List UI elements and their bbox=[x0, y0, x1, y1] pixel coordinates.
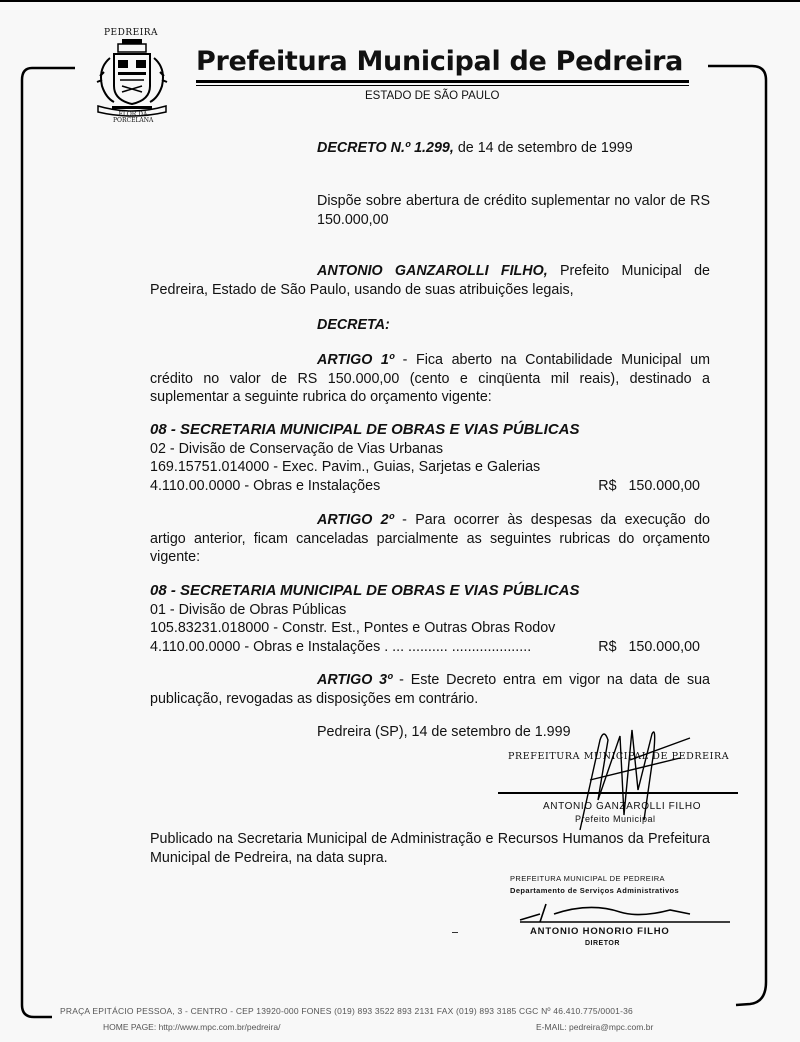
article-3-label: ARTIGO 3º bbox=[317, 672, 393, 688]
scan-mark bbox=[452, 932, 458, 933]
element-amount: R$ 150.000,00 bbox=[598, 477, 700, 494]
element-row bbox=[150, 477, 702, 496]
publication-note: Publicado na Secretaria Municipal de Administração e Recursos Humanos da Prefeitura Municipal de Pedreira, na data supra. bbox=[150, 831, 710, 866]
frame-left bbox=[22, 68, 75, 1017]
publication-stamp bbox=[510, 873, 679, 897]
secretaria-title: 08 - SECRETARIA MUNICIPAL DE OBRAS E VIAS PÚBLICAS bbox=[150, 582, 580, 599]
program-line: 169.15751.014000 - Exec. Pavim., Guias, Sarjetas e Galerias bbox=[150, 459, 541, 475]
article-2 bbox=[150, 511, 710, 567]
element-line: 4.110.00.0000 - Obras e Instalações bbox=[150, 477, 381, 494]
mayor-signature-scribble bbox=[560, 720, 700, 840]
place-date: Pedreira (SP), 14 de setembro de 1.999 bbox=[317, 724, 571, 740]
frame-right bbox=[708, 66, 766, 1005]
division-line: 02 - Divisão de Conservação de Vias Urbanas bbox=[150, 440, 443, 457]
stamp-line-2: Departamento de Serviços Administrativos bbox=[510, 886, 680, 895]
program-line: 105.83231.018000 - Constr. Est., Pontes e Outras Obras Rodov bbox=[150, 620, 556, 636]
division-line: 01 - Divisão de Obras Públicas bbox=[150, 601, 347, 618]
footer-email[interactable]: E-MAIL: pedreira@mpc.com.br bbox=[536, 1022, 654, 1032]
article-2-text: - Para ocorrer às despesas da execução do artigo anterior, ficam canceladas parcialmente as seguintes rubricas do orçamento vigente: bbox=[150, 512, 710, 565]
stamp-line-1: PREFEITURA MUNICIPAL DE PEDREIRA bbox=[510, 874, 665, 883]
crest-top-text: PEDREIRA bbox=[104, 28, 159, 38]
element-line: 4.110.00.0000 - Obras e Instalações . ... .......... .................... bbox=[150, 638, 532, 655]
footer-homepage[interactable]: HOME PAGE: http://www.mpc.com.br/pedreira/ bbox=[103, 1022, 281, 1032]
mayor-signature-name: ANTONIO GANZAROLLI FILHO bbox=[543, 801, 702, 812]
letterhead-rule bbox=[196, 80, 689, 83]
footer-address: PRAÇA EPITÁCIO PESSOA, 3 - CENTRO - CEP 13920-000 FONES (019) 893 3522 893 2131 FAX (019) 893 3185 CGC Nº 46.410.775/0001-36 bbox=[60, 1006, 633, 1016]
crest-bottom-text: FLOR DA PORCELANA bbox=[113, 111, 154, 124]
letterhead-state: ESTADO DE SÃO PAULO bbox=[365, 90, 500, 102]
article-1-label: ARTIGO 1º bbox=[317, 352, 395, 368]
article-1 bbox=[150, 351, 710, 407]
mayor-name: ANTONIO GANZAROLLI FILHO, bbox=[317, 263, 548, 279]
element-amount: R$ 150.000,00 bbox=[598, 638, 700, 655]
director-signature-scribble bbox=[510, 900, 730, 924]
budget-block-supplement bbox=[150, 421, 702, 495]
decree-heading bbox=[317, 139, 633, 158]
article-2-label: ARTIGO 2º bbox=[317, 512, 394, 528]
decree-ementa: Dispõe sobre abertura de crédito suplementar no valor de RS 150.000,00 bbox=[317, 193, 710, 228]
decree-number: DECRETO N.º 1.299, bbox=[317, 140, 454, 156]
mayor-signature-role: Prefeito Municipal bbox=[575, 814, 656, 824]
director-role: DIRETOR bbox=[585, 940, 620, 947]
secretaria-title: 08 - SECRETARIA MUNICIPAL DE OBRAS E VIAS PÚBLICAS bbox=[150, 421, 580, 438]
article-3 bbox=[150, 671, 710, 708]
preamble-text: Prefeito Municipal de Pedreira, Estado de São Paulo, usando de suas atribuições legais, bbox=[150, 263, 710, 298]
letterhead-rule-thin bbox=[196, 85, 689, 86]
decreta-heading: DECRETA: bbox=[317, 317, 390, 333]
director-name: ANTONIO HONORIO FILHO bbox=[530, 926, 670, 937]
letterhead-title: Prefeitura Municipal de Pedreira bbox=[196, 46, 684, 77]
article-3-text: - Este Decreto entra em vigor na data de sua publicação, revogadas as disposições em contrário. bbox=[150, 672, 710, 707]
budget-block-cancellation bbox=[150, 582, 702, 656]
element-row bbox=[150, 638, 702, 657]
decree-date: de 14 de setembro de 1999 bbox=[453, 140, 633, 156]
mayor-stamp: PREFEITURA MUNICIPAL DE PEDREIRA bbox=[508, 751, 730, 762]
article-1-text: - Fica aberto na Contabilidade Municipal um crédito no valor de RS 150.000,00 (cento e cinqüenta mil reais), destinado a suplementar a seguinte rubrica do orçamento vigente: bbox=[150, 352, 710, 405]
decree-preamble bbox=[150, 262, 710, 299]
